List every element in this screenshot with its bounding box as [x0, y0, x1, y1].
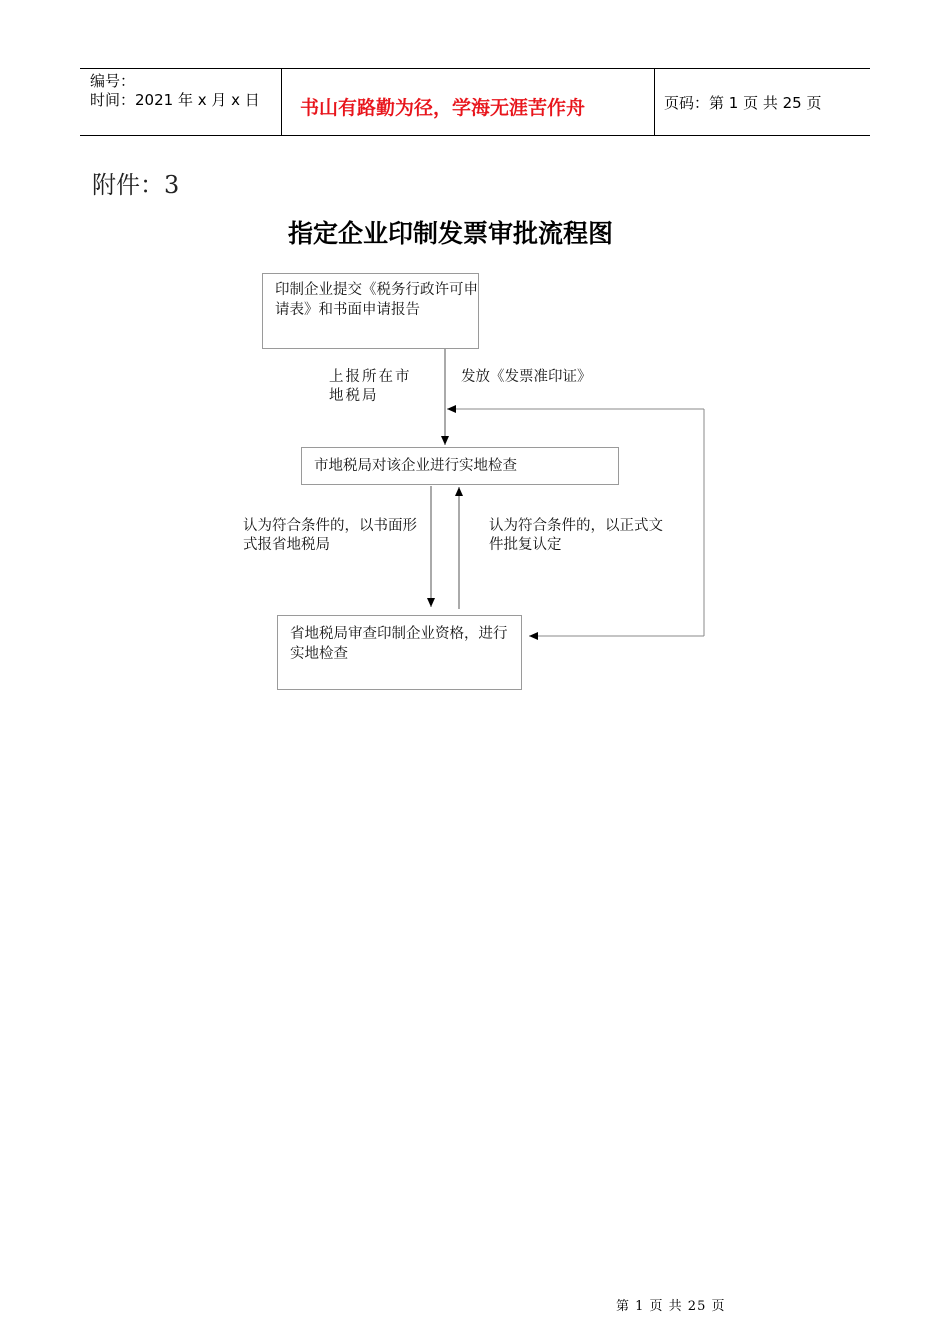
document-number-label: 编号： [90, 72, 136, 90]
label-issue-permit: 发放《发票准印证》 [461, 369, 592, 385]
flowchart-title: 指定企业印制发票审批流程图 [288, 219, 614, 248]
document-time: 时间：2021 年 x 月 x 日 [90, 91, 260, 109]
label-approve: 认为符合条件的，以正式文件批复认定 [489, 518, 663, 553]
flow-box-submit-application-text: 印制企业提交《税务行政许可申请表》和书面申请报告 [275, 282, 478, 318]
flow-box-city-inspection-text: 市地税局对该企业进行实地检查 [314, 458, 517, 474]
label-report-to-province: 认为符合条件的，以书面形式报省地税局 [243, 518, 417, 553]
page-footer: 第 1 页 共 25 页 [616, 1299, 726, 1314]
header-page-info: 页码：第 1 页 共 25 页 [664, 94, 822, 112]
attachment-label: 附件：3 [92, 171, 180, 199]
header-motto: 书山有路勤为径，学海无涯苦作舟 [300, 97, 586, 119]
flow-box-province-review-text: 省地税局审查印制企业资格，进行实地检查 [290, 626, 508, 662]
label-report-to-city: 上报所在市地税局 [329, 369, 412, 404]
